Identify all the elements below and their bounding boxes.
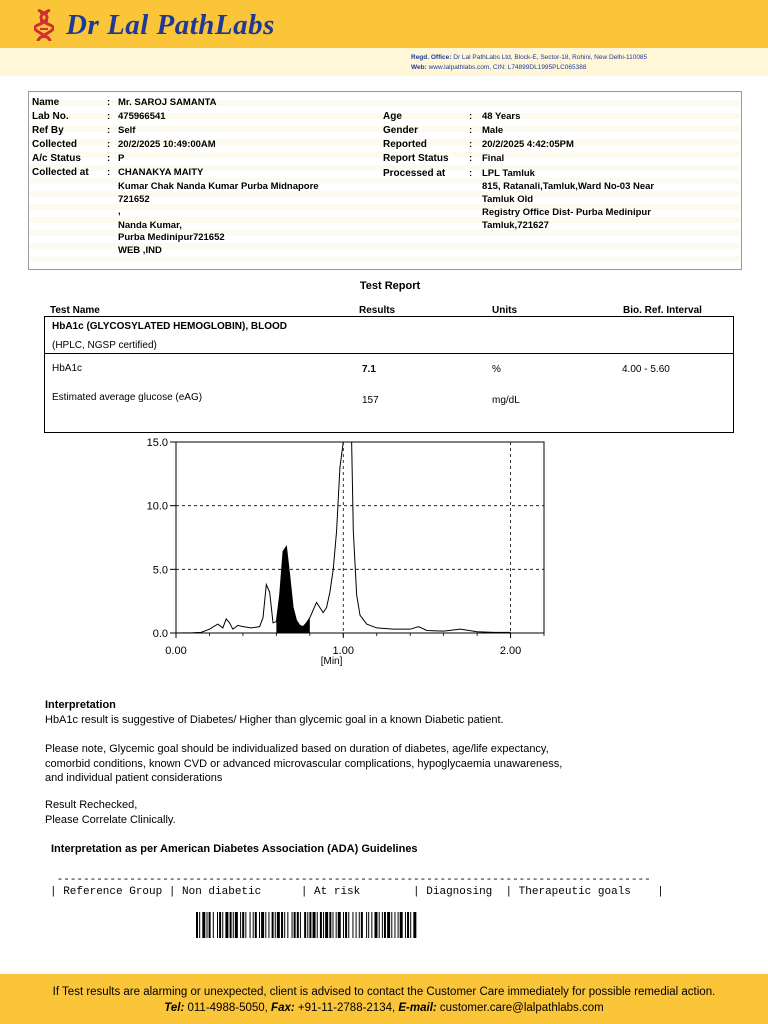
dna-logo-icon	[34, 9, 54, 42]
row-name: HbA1c	[52, 363, 83, 374]
barcode-bar	[277, 912, 280, 938]
barcode-bar	[207, 912, 208, 938]
barcode-bar	[309, 912, 311, 938]
row-ref: 4.00 - 5.60	[622, 364, 670, 375]
y-tick-label: 15.0	[146, 437, 168, 449]
barcode-bar	[352, 912, 353, 938]
ada-rule: ------------------------------------------------------------------------------------------	[50, 874, 651, 886]
barcode-bar	[366, 912, 367, 938]
barcode-bar	[245, 912, 246, 938]
y-tick-label: 0.0	[152, 628, 168, 640]
barcode-bar	[375, 912, 378, 938]
ada-heading: Interpretation as per American Diabetes Association (ADA) Guidelines	[51, 843, 418, 855]
note-line: and individual patient considerations	[45, 772, 223, 784]
lab-number: 475966541	[118, 111, 166, 122]
barcode-bar	[359, 912, 360, 938]
processedat-line: Tamluk Old	[482, 194, 534, 205]
barcode-bar	[368, 912, 369, 938]
interpretation-heading: Interpretation	[45, 699, 116, 711]
barcode-bar	[317, 912, 318, 938]
test-title: HbA1c (GLYCOSYLATED HEMOGLOBIN), BLOOD	[52, 321, 288, 332]
barcode-bar	[323, 912, 324, 938]
interpretation-line: HbA1c result is suggestive of Diabetes/ Higher than glycemic goal in a known Diabetic patient.	[45, 714, 504, 726]
test-report-title: Test Report	[359, 280, 421, 292]
footer-alert: If Test results are alarming or unexpected, client is advised to contact the Customer Care immediately for possible remedial action.	[52, 986, 716, 998]
barcode-bar	[297, 912, 299, 938]
barcode-bar	[259, 912, 260, 938]
recheck-line: Please Correlate Clinically.	[45, 814, 176, 826]
barcode-bar	[400, 912, 403, 938]
barcode-bar	[253, 912, 254, 938]
barcode-bar	[287, 912, 288, 938]
collectedat-line: WEB ,IND	[118, 245, 162, 256]
col-units: Units	[492, 305, 517, 316]
barcode-bar	[294, 912, 296, 938]
barcode-bar	[320, 912, 322, 938]
recheck-line: Result Rechecked,	[45, 799, 138, 811]
row-result: 7.1	[362, 364, 376, 375]
hplc-chromatogram	[120, 432, 560, 682]
barcode-bar	[384, 912, 386, 938]
barcode-bar	[284, 912, 285, 938]
gender-label: Gender	[383, 125, 419, 136]
barcode-bar	[213, 912, 214, 938]
x-tick-label: 2.00	[499, 645, 522, 657]
barcode-bar	[275, 912, 276, 938]
processedat-line: LPL Tamluk	[482, 168, 535, 179]
barcode-bar	[345, 912, 347, 938]
ada-header-row: | Reference Group | Non diabetic | At risk | Diagnosing | Therapeutic goals |	[50, 886, 664, 898]
barcode-bar	[379, 912, 380, 938]
barcode-bar	[307, 912, 308, 938]
note-line: Please note, Glycemic goal should be individualized based on duration of diabetes, age/life expectancy,	[45, 743, 549, 755]
gender: Male	[482, 125, 504, 136]
barcode-bar	[387, 912, 390, 938]
test-method: (HPLC, NGSP certified)	[52, 340, 157, 351]
barcode-bar	[398, 912, 399, 938]
barcode-bar	[348, 912, 349, 938]
collectedat-line: Nanda Kumar,	[118, 220, 182, 231]
row-name: Estimated average glucose (eAG)	[52, 392, 203, 403]
x-tick-label: 1.00	[332, 645, 354, 657]
collectedat-line: Kumar Chak Nanda Kumar Purba Midnapore	[118, 181, 319, 192]
x-axis-label: [Min]	[320, 656, 343, 667]
barcode	[196, 912, 582, 938]
name-label: Name	[32, 97, 60, 108]
report-status: Final	[482, 153, 505, 164]
barcode-bar	[292, 912, 293, 938]
barcode-bar	[281, 912, 283, 938]
barcode-bar	[304, 912, 306, 938]
barcode-bar	[268, 912, 269, 938]
barcode-bar	[261, 912, 264, 938]
row-unit: %	[492, 364, 501, 375]
collectedat-line: 721652	[118, 194, 150, 205]
age: 48 Years	[482, 111, 521, 122]
age-label: Age	[383, 111, 402, 122]
collected-datetime: 20/2/2025 10:49:00AM	[118, 139, 216, 150]
barcode-bar	[405, 912, 406, 938]
footer-band	[0, 974, 768, 1024]
barcode-bar	[338, 912, 341, 938]
col-results: Results	[359, 305, 396, 316]
barcode-bar	[199, 912, 200, 938]
barcode-bar	[410, 912, 411, 938]
barcode-bar	[222, 912, 223, 938]
barcode-bar	[265, 912, 266, 938]
barcode-bar	[371, 912, 372, 938]
barcode-bar	[391, 912, 392, 938]
labno-label: Lab No.	[32, 111, 69, 122]
collectedat-line: CHANAKYA MAITY	[118, 167, 204, 178]
row-result: 157	[362, 395, 379, 406]
barcode-bar	[356, 912, 357, 938]
barcode-bar	[329, 912, 331, 938]
reported-label: Reported	[383, 139, 427, 150]
col-bio-ref: Bio. Ref. Interval	[623, 305, 702, 316]
barcode-bar	[382, 912, 383, 938]
barcode-bar	[225, 912, 228, 938]
row-unit: mg/dL	[492, 395, 520, 406]
barcode-bar	[343, 912, 344, 938]
barcode-bar	[230, 912, 232, 938]
barcode-bar	[325, 912, 328, 938]
barcode-bar	[361, 912, 363, 938]
barcode-bar	[233, 912, 234, 938]
processedat-line: 815, Ratanali,Tamluk,Ward No-03 Near	[482, 181, 655, 192]
collected-label: Collected	[32, 139, 78, 150]
barcode-bar	[255, 912, 257, 938]
reported-datetime: 20/2/2025 4:42:05PM	[482, 139, 574, 150]
acstatus-label: A/c Status	[32, 153, 81, 164]
x-tick-label: 0.00	[165, 645, 187, 657]
patient-name: Mr. SAROJ SAMANTA	[118, 97, 217, 108]
y-tick-label: 5.0	[152, 564, 168, 577]
collectedat-line: Purba Medinipur721652	[118, 232, 225, 243]
plot-area	[176, 442, 544, 633]
barcode-bar	[240, 912, 241, 938]
barcode-bar	[217, 912, 218, 938]
processedat-label: Processed at	[383, 168, 446, 179]
ref-by: Self	[118, 125, 136, 136]
barcode-bar	[313, 912, 316, 938]
col-test-name: Test Name	[50, 305, 100, 316]
barcode-bar	[300, 912, 301, 938]
barcode-bar	[413, 912, 416, 938]
barcode-bar	[272, 912, 274, 938]
barcode-bar	[407, 912, 409, 938]
processedat-line: Registry Office Dist- Purba Medinipur	[482, 207, 651, 218]
y-tick-label: 10.0	[146, 500, 168, 513]
barcode-bar	[235, 912, 238, 938]
barcode-bar	[250, 912, 251, 938]
barcode-bar	[336, 912, 337, 938]
header-subband	[0, 48, 768, 76]
collectedat-label: Collected at	[32, 167, 89, 178]
barcode-bar	[202, 912, 205, 938]
barcode-bar	[242, 912, 244, 938]
reportstatus-label: Report Status	[383, 153, 449, 164]
barcode-bar	[196, 912, 198, 938]
brand-logo-text: Dr Lal PathLabs	[66, 9, 275, 41]
barcode-bar	[333, 912, 334, 938]
barcode-bar	[394, 912, 395, 938]
table-divider	[45, 353, 733, 354]
barcode-bar	[219, 912, 221, 938]
collectedat-line: ,	[118, 206, 121, 217]
processedat-line: Tamluk,721627	[482, 220, 549, 231]
refby-label: Ref By	[32, 125, 64, 136]
regd-office-text: Regd. Office: Dr Lal PathLabs Ltd, Block-E, Sector-18, Rohini, New Delhi-110085 Web: www.lalpathlabs.com, CIN: L74899DL1995PLC065388	[411, 54, 648, 71]
footer-contact: Tel: 011-4988-5050, Fax: +91-11-2788-2134, E-mail: customer.care@lalpathlabs.com	[164, 1002, 604, 1014]
ada-guideline-table	[50, 874, 664, 898]
barcode-bar	[209, 912, 211, 938]
ac-status: P	[118, 153, 125, 164]
note-line: comorbid conditions, known CVD or advanced microvascular complications, hypoglycaemia unawareness,	[45, 758, 563, 770]
